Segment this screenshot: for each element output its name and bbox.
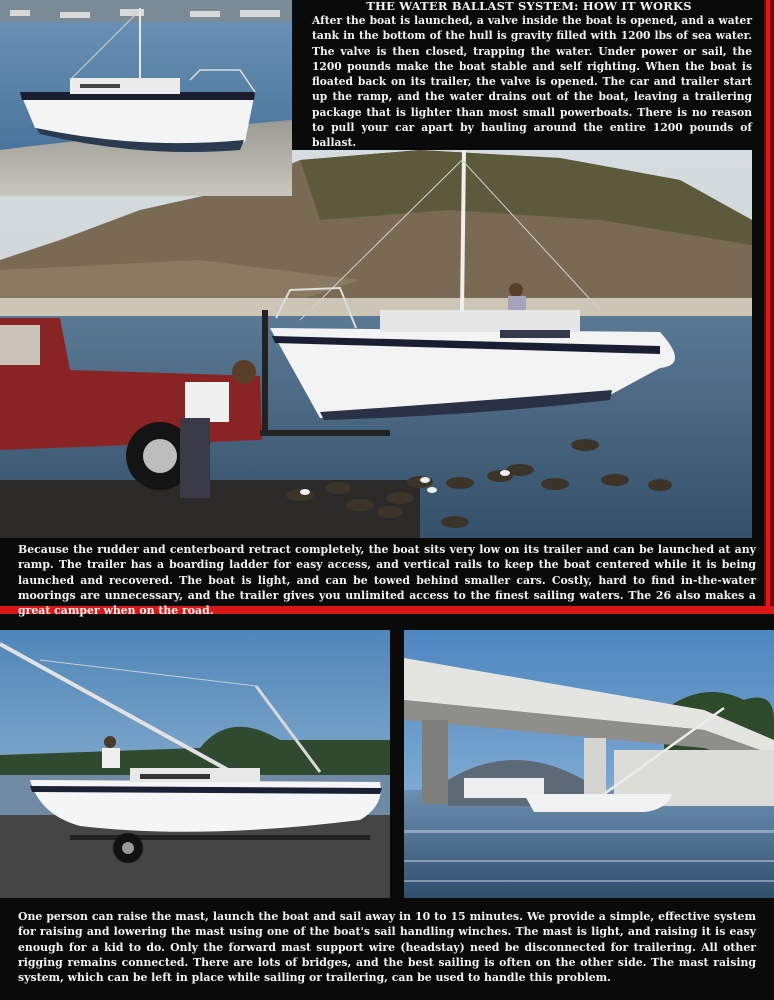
trailer-paragraph: Because the rudder and centerboard retract completely, the boat sits very low on its trailer and can be launched at any ramp. The trailer has a boarding ladder for easy access, and vertical rails to keep the boat centered while it is being launched and recovered. The boat is light, and can be towed behind smaller cars. Costly, hard to find in-the-water moorings are unnecessary, and the trailer gives you unlimited access to the finest sailing waters. The 26 also makes a great camper when on the road. — [18, 543, 756, 618]
photo-bridge — [404, 630, 774, 898]
photo-boat-on-beach — [0, 0, 292, 196]
ballast-heading: THE WATER BALLAST SYSTEM: HOW IT WORKS — [366, 0, 692, 13]
photo-mast-raising — [0, 630, 390, 898]
mast-paragraph: One person can raise the mast, launch the boat and sail away in 10 to 15 minutes. We provide a simple, effective system for raising and lowering the mast using one of the boat's sail handling winches. The mast is light, and raising it is easy enough for a kid to do. Only the forward mast support wire (headstay) need be disconnected for trailering. All other rigging remains connected. There are lots of bridges, and the best sailing is often on the other side. The mast raising system, which can be left in place while sailing or trailering, can be used to handle this problem. — [18, 910, 756, 985]
ballast-paragraph: After the boat is launched, a valve inside the boat is opened, and a water tank in the bottom of the hull is gravity filled with 1200 lbs of sea water. The valve is then closed, trapping the water. Under power or sail, the 1200 pounds make the boat stable and self righting. When the boat is floated back on its trailer, the valve is opened. The car and trailer start up the ramp, and the water drains out of the boat, leaving a trailering package that is lighter than most small powerboats. There is no reason to pull your car apart by hauling around the entire 1200 pounds of ballast. — [312, 14, 752, 150]
photo-launch-at-ramp — [0, 150, 752, 538]
red-border-right — [764, 0, 774, 612]
